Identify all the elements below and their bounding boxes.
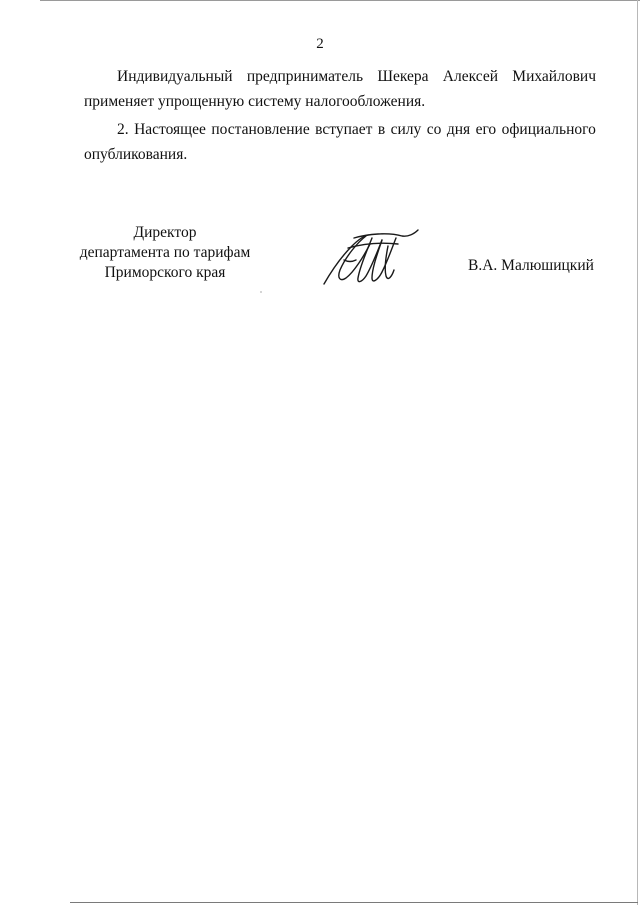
word: вступает	[315, 121, 373, 138]
word: постановление	[211, 121, 310, 138]
word: официального	[501, 121, 596, 138]
paragraph-line	[84, 117, 596, 142]
paragraph-line	[84, 64, 596, 89]
position-line: Директор	[133, 224, 197, 241]
word: его	[475, 121, 497, 138]
handwritten-signature	[318, 226, 422, 288]
word: Алексей	[442, 68, 498, 85]
word: Индивидуальный	[117, 68, 233, 85]
scan-speck	[260, 291, 262, 293]
word: силу	[390, 121, 422, 138]
word: в	[377, 121, 386, 138]
paragraph-effective-date	[84, 117, 596, 167]
scan-edge-bottom	[70, 902, 638, 903]
word: Настоящее	[134, 121, 206, 138]
word: 2.	[117, 121, 129, 138]
paragraph-line: опубликования.	[84, 146, 188, 163]
word: Михайлович	[512, 68, 596, 85]
word: предприниматель	[246, 68, 364, 85]
paragraph-line: применяет упрощенную систему налогообложения.	[84, 93, 426, 110]
word: дня	[446, 121, 471, 138]
word: Шекера	[377, 68, 429, 85]
position-line: департамента по тарифам	[79, 244, 251, 261]
scan-edge-right	[637, 0, 638, 905]
scan-edge-top	[40, 0, 640, 1]
signatory-name: В.А. Малюшицкий	[468, 257, 594, 274]
paragraph-entrepreneur-tax	[84, 64, 596, 114]
word: со	[426, 121, 442, 138]
page-number: 2	[316, 36, 324, 52]
signatory-position	[60, 223, 270, 283]
position-line: Приморского края	[104, 264, 226, 281]
